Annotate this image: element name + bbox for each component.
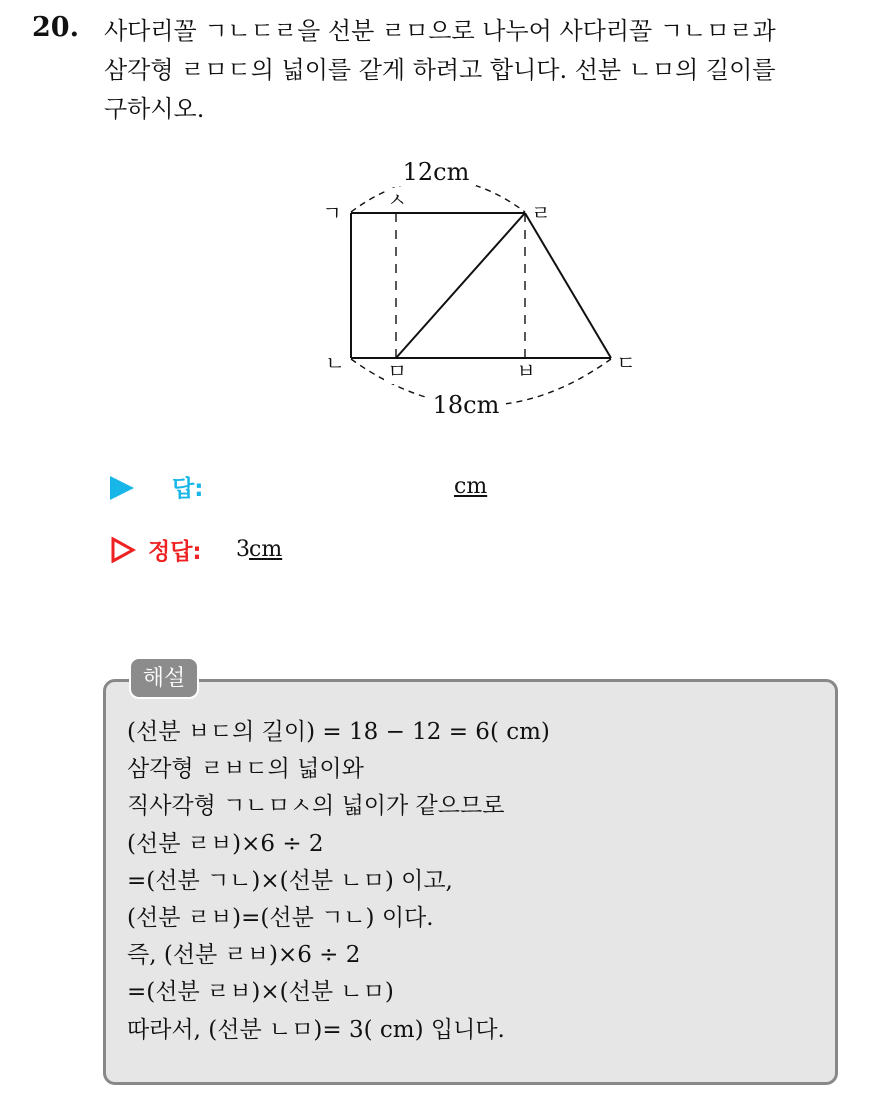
explanation-line-3: 직사각형 ㄱㄴㅁㅅ의 넓이가 같으므로 <box>127 793 505 820</box>
vertex-s-label: ㅅ <box>387 188 407 212</box>
trapezoid-figure <box>318 152 648 422</box>
question-line-1: 사다리꼴 ㄱㄴㄷㄹ을 선분 ㄹㅁ으로 나누어 사다리꼴 ㄱㄴㅁㄹ과 <box>104 17 776 45</box>
answer-row <box>110 470 530 506</box>
vertex-g-label: ㄱ <box>322 201 342 225</box>
explanation-line-7: 즉, (선분 ㄹㅂ)×6 ÷ 2 <box>127 942 361 969</box>
vertex-r-label: ㄹ <box>531 201 551 225</box>
outline-triangle-icon <box>110 537 136 563</box>
question-text <box>104 12 864 129</box>
correct-label: 정답: <box>148 539 202 565</box>
vertex-b-label: ㅂ <box>516 359 536 383</box>
question-number: 20. <box>32 12 79 43</box>
explanation-text <box>127 714 817 1049</box>
top-length-label: 12cm <box>402 158 470 186</box>
vertex-m-label: ㅁ <box>387 359 407 383</box>
edge-right <box>525 213 611 358</box>
segment-rm <box>396 213 525 358</box>
play-triangle-icon <box>110 476 134 500</box>
correct-value: 3 <box>236 537 250 562</box>
explanation-line-5: =(선분 ㄱㄴ)×(선분 ㄴㅁ) 이고, <box>127 867 453 894</box>
question-line-2: 삼각형 ㄹㅁㄷ의 넓이를 같게 하려고 합니다. 선분 ㄴㅁ의 길이를 <box>104 56 776 84</box>
explanation-line-8: =(선분 ㄹㅂ)×(선분 ㄴㅁ) <box>127 979 394 1006</box>
vertex-d-label: ㄷ <box>616 351 636 375</box>
trapezoid-diagram <box>318 152 648 422</box>
explanation-line-9: 따라서, (선분 ㄴㅁ)= 3( cm) 입니다. <box>127 1016 505 1043</box>
correct-unit: cm <box>249 537 283 562</box>
answer-unit: cm <box>454 474 488 499</box>
question-line-3: 구하시오. <box>104 95 205 123</box>
explanation-line-6: (선분 ㄹㅂ)=(선분 ㄱㄴ) 이다. <box>127 905 434 932</box>
explanation-line-1: (선분 ㅂㄷ의 길이) = 18 − 12 = 6( cm) <box>127 719 550 745</box>
explanation-line-2: 삼각형 ㄹㅂㄷ의 넓이와 <box>127 756 364 783</box>
explanation-line-4: (선분 ㄹㅂ)×6 ÷ 2 <box>127 830 324 857</box>
answer-label: 답: <box>172 476 204 502</box>
correct-answer-row <box>110 533 530 569</box>
bottom-length-label: 18cm <box>432 391 500 419</box>
explanation-tag: 해설 <box>129 657 199 699</box>
vertex-n-label: ㄴ <box>325 351 345 375</box>
